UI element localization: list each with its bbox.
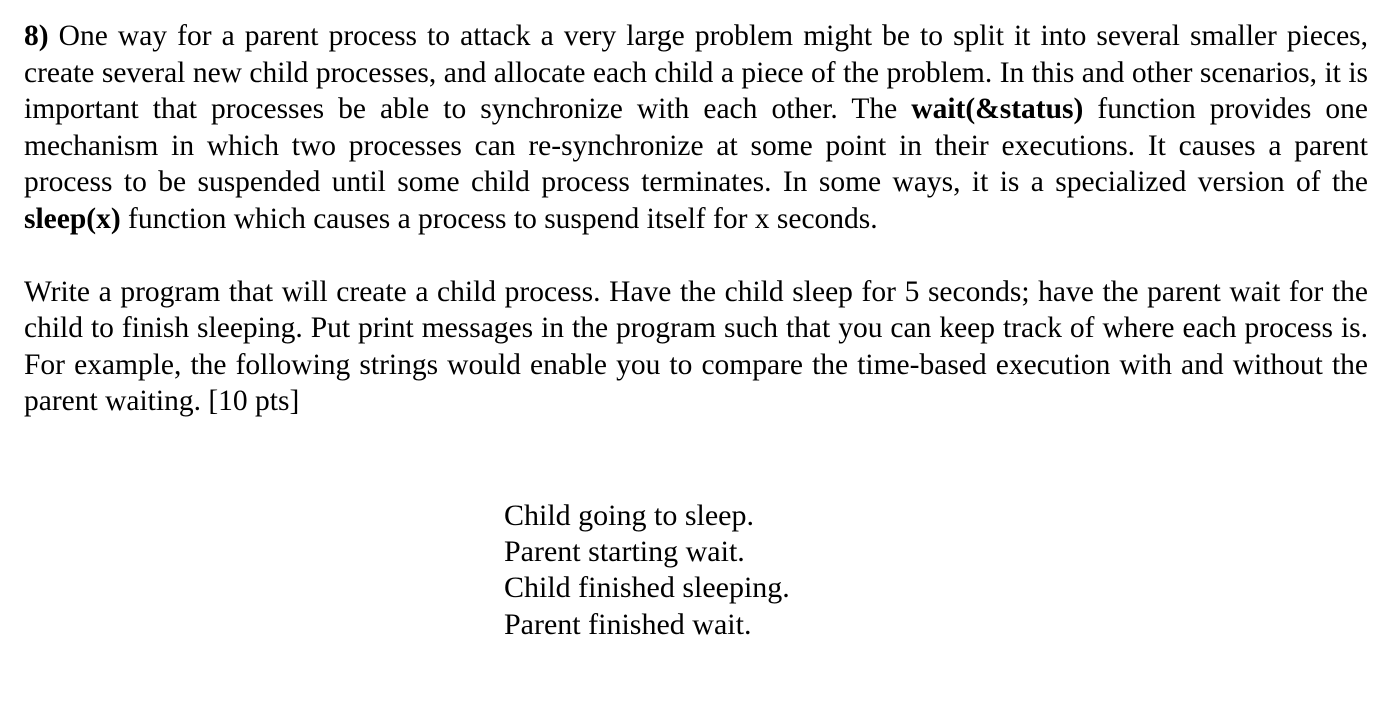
output-line-parent-wait: Parent starting wait. bbox=[504, 535, 745, 569]
intro-text-part3: function which causes a process to suspend itself for x seconds. bbox=[120, 202, 878, 235]
output-line-child-finished: Child finished sleeping. bbox=[504, 571, 790, 605]
wait-function-term: wait(&status) bbox=[911, 93, 1084, 126]
output-line-parent-finished: Parent finished wait. bbox=[504, 607, 752, 641]
output-line-child-sleep: Child going to sleep. bbox=[504, 499, 754, 532]
example-output-list bbox=[504, 498, 790, 643]
sleep-function-term: sleep(x) bbox=[24, 202, 121, 235]
intro-paragraph bbox=[24, 18, 1368, 238]
task-paragraph: Write a program that will create a child process. Have the child sleep for 5 seconds; have the parent wait for the child to finish sleeping. Put print messages in the program such that you can keep track of where each process is. For example, the following strings would enable you to compare the time-based execution with and without the parent waiting. [10 pts] bbox=[24, 275, 1368, 418]
intro-text-part1: One way for a parent process to attack a very large problem might be to split it into several smaller pieces, create several new child processes, and allocate each child a piece of the problem. In this and other scenarios, it is important that processes be able to synchronize with each other. The bbox=[24, 20, 1369, 126]
question-number: 8) bbox=[24, 20, 49, 52]
intro-text-part2: function provides one mechanism in which two processes can re-synchronize at some point in their executions. It causes a parent process to be suspended until some child process terminates. In some ways, it is a specialized version of the bbox=[24, 93, 1369, 199]
question-block bbox=[24, 18, 1368, 420]
